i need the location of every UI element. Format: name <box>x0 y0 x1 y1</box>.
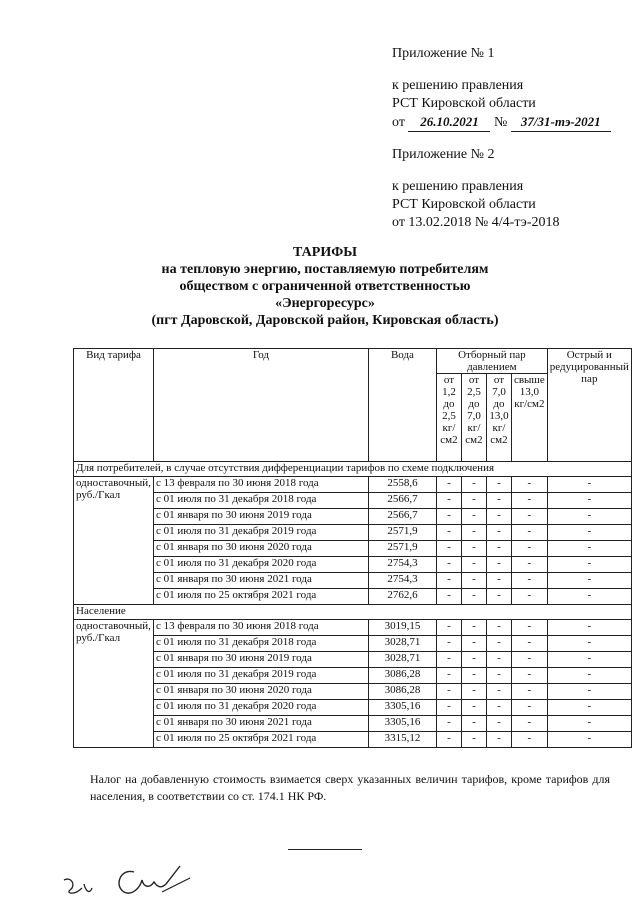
empty-tariff-cell: - <box>547 620 631 636</box>
empty-tariff-cell: - <box>461 668 486 684</box>
empty-tariff-cell: - <box>486 525 511 541</box>
appendix1-number: 37/31-тэ-2021 <box>511 113 611 132</box>
empty-tariff-cell: - <box>461 541 486 557</box>
empty-tariff-cell: - <box>511 620 547 636</box>
water-tariff-cell: 3028,71 <box>368 636 436 652</box>
section-row-population <box>74 605 632 620</box>
empty-tariff-cell: - <box>436 652 461 668</box>
empty-tariff-cell: - <box>486 700 511 716</box>
empty-tariff-cell: - <box>511 668 547 684</box>
period-cell: с 13 февраля по 30 июня 2018 года <box>153 477 368 493</box>
empty-tariff-cell: - <box>547 573 631 589</box>
empty-tariff-cell: - <box>547 525 631 541</box>
table-row <box>74 477 632 493</box>
empty-tariff-cell: - <box>486 541 511 557</box>
period-cell: с 01 июля по 31 декабря 2019 года <box>153 668 368 684</box>
appendix1-line1: к решению правления <box>392 78 524 93</box>
table-row <box>74 732 632 748</box>
empty-tariff-cell: - <box>461 732 486 748</box>
period-cell: с 01 июля по 31 декабря 2020 года <box>153 700 368 716</box>
empty-tariff-cell: - <box>511 732 547 748</box>
period-cell: с 01 января по 30 июня 2021 года <box>153 573 368 589</box>
tariff-type-label: одноставочный, руб./Гкал <box>74 477 154 605</box>
table-row <box>74 557 632 573</box>
water-tariff-cell: 2566,7 <box>368 509 436 525</box>
appendix2-line1: к решению правления <box>392 179 524 194</box>
table-row <box>74 684 632 700</box>
empty-tariff-cell: - <box>486 732 511 748</box>
empty-tariff-cell: - <box>511 525 547 541</box>
empty-tariff-cell: - <box>511 700 547 716</box>
water-tariff-cell: 3086,28 <box>368 668 436 684</box>
empty-tariff-cell: - <box>547 541 631 557</box>
water-tariff-cell: 3019,15 <box>368 620 436 636</box>
empty-tariff-cell: - <box>547 509 631 525</box>
section-row-consumers <box>74 462 632 477</box>
section-population: Население <box>74 605 632 620</box>
empty-tariff-cell: - <box>461 477 486 493</box>
table-row <box>74 509 632 525</box>
period-cell: с 01 июля по 31 декабря 2020 года <box>153 557 368 573</box>
water-tariff-cell: 3086,28 <box>368 684 436 700</box>
empty-tariff-cell: - <box>547 652 631 668</box>
table-row <box>74 716 632 732</box>
empty-tariff-cell: - <box>547 700 631 716</box>
empty-tariff-cell: - <box>486 477 511 493</box>
table-row <box>74 493 632 509</box>
title-main: ТАРИФЫ <box>293 245 357 260</box>
title-block <box>60 244 590 329</box>
period-cell: с 01 июля по 25 октября 2021 года <box>153 732 368 748</box>
period-cell: с 01 января по 30 июня 2021 года <box>153 716 368 732</box>
period-cell: с 13 февраля по 30 июня 2018 года <box>153 620 368 636</box>
header-steam-4: свыше 13,0 кг/см2 <box>511 374 547 462</box>
empty-tariff-cell: - <box>486 716 511 732</box>
period-cell: с 01 января по 30 июня 2019 года <box>153 652 368 668</box>
table-row <box>74 652 632 668</box>
period-cell: с 01 января по 30 июня 2020 года <box>153 541 368 557</box>
table-row <box>74 668 632 684</box>
appendix2-block <box>392 146 559 232</box>
empty-tariff-cell: - <box>436 541 461 557</box>
period-cell: с 01 июля по 31 декабря 2018 года <box>153 493 368 509</box>
period-cell: с 01 июля по 31 декабря 2018 года <box>153 636 368 652</box>
empty-tariff-cell: - <box>486 509 511 525</box>
header-row <box>74 349 632 374</box>
empty-tariff-cell: - <box>461 620 486 636</box>
table-row <box>74 573 632 589</box>
empty-tariff-cell: - <box>461 636 486 652</box>
header-year: Год <box>153 349 368 462</box>
header-reduced-steam: Острый и редуцированный пар <box>547 349 631 462</box>
tariff-type-label: одноставочный, руб./Гкал <box>74 620 154 748</box>
signature-rule <box>288 849 362 850</box>
empty-tariff-cell: - <box>511 636 547 652</box>
signature-image <box>62 858 202 900</box>
water-tariff-cell: 2571,9 <box>368 525 436 541</box>
appendix1-date-line <box>392 113 611 131</box>
empty-tariff-cell: - <box>461 525 486 541</box>
water-tariff-cell: 3028,71 <box>368 652 436 668</box>
appendix1-block <box>392 45 611 131</box>
empty-tariff-cell: - <box>511 684 547 700</box>
water-tariff-cell: 3305,16 <box>368 716 436 732</box>
empty-tariff-cell: - <box>436 620 461 636</box>
empty-tariff-cell: - <box>486 668 511 684</box>
header-steam-2: от 2,5 до 7,0 кг/см2 <box>461 374 486 462</box>
appendix1-from: от <box>392 115 405 130</box>
empty-tariff-cell: - <box>486 636 511 652</box>
period-cell: с 01 июля по 31 декабря 2019 года <box>153 525 368 541</box>
empty-tariff-cell: - <box>461 573 486 589</box>
empty-tariff-cell: - <box>486 620 511 636</box>
table-row <box>74 620 632 636</box>
title-line2: на тепловую энергию, поставляемую потребителям <box>161 262 489 277</box>
table-row <box>74 589 632 605</box>
empty-tariff-cell: - <box>486 573 511 589</box>
empty-tariff-cell: - <box>547 732 631 748</box>
header-steam-1: от 1,2 до 2,5 кг/см2 <box>436 374 461 462</box>
empty-tariff-cell: - <box>461 493 486 509</box>
empty-tariff-cell: - <box>461 652 486 668</box>
empty-tariff-cell: - <box>547 589 631 605</box>
period-cell: с 01 января по 30 июня 2020 года <box>153 684 368 700</box>
water-tariff-cell: 2754,3 <box>368 573 436 589</box>
empty-tariff-cell: - <box>547 716 631 732</box>
empty-tariff-cell: - <box>547 668 631 684</box>
header-tariff-type: Вид тарифа <box>74 349 154 462</box>
empty-tariff-cell: - <box>436 668 461 684</box>
empty-tariff-cell: - <box>436 636 461 652</box>
water-tariff-cell: 2566,7 <box>368 493 436 509</box>
appendix1-num-sign: № <box>493 115 508 130</box>
empty-tariff-cell: - <box>486 557 511 573</box>
empty-tariff-cell: - <box>436 589 461 605</box>
water-tariff-cell: 3305,16 <box>368 700 436 716</box>
empty-tariff-cell: - <box>547 493 631 509</box>
section-consumers: Для потребителей, в случае отсутствия дифференциации тарифов по схеме подключения <box>74 462 632 477</box>
water-tariff-cell: 3315,12 <box>368 732 436 748</box>
empty-tariff-cell: - <box>461 589 486 605</box>
table-row <box>74 525 632 541</box>
empty-tariff-cell: - <box>436 700 461 716</box>
empty-tariff-cell: - <box>511 652 547 668</box>
tax-note: Налог на добавленную стоимость взимается сверх указанных величин тарифов, кроме тарифов для населения, в соответствии со ст. 174.1 НК РФ. <box>90 772 610 803</box>
empty-tariff-cell: - <box>511 557 547 573</box>
empty-tariff-cell: - <box>547 684 631 700</box>
empty-tariff-cell: - <box>547 477 631 493</box>
empty-tariff-cell: - <box>436 684 461 700</box>
empty-tariff-cell: - <box>486 493 511 509</box>
empty-tariff-cell: - <box>461 700 486 716</box>
period-cell: с 01 января по 30 июня 2019 года <box>153 509 368 525</box>
empty-tariff-cell: - <box>511 589 547 605</box>
period-cell: с 01 июля по 25 октября 2021 года <box>153 589 368 605</box>
empty-tariff-cell: - <box>547 636 631 652</box>
appendix2-line3: от 13.02.2018 № 4/4-тэ-2018 <box>392 215 560 230</box>
empty-tariff-cell: - <box>436 493 461 509</box>
empty-tariff-cell: - <box>511 573 547 589</box>
empty-tariff-cell: - <box>436 716 461 732</box>
appendix1-label: Приложение № 1 <box>392 46 495 61</box>
appendix2-label: Приложение № 2 <box>392 147 495 162</box>
table-row <box>74 700 632 716</box>
title-line4: «Энергоресурс» <box>275 296 375 311</box>
title-line3: обществом с ограниченной ответственностью <box>179 279 471 294</box>
empty-tariff-cell: - <box>461 509 486 525</box>
empty-tariff-cell: - <box>436 525 461 541</box>
empty-tariff-cell: - <box>511 716 547 732</box>
empty-tariff-cell: - <box>461 684 486 700</box>
water-tariff-cell: 2754,3 <box>368 557 436 573</box>
empty-tariff-cell: - <box>511 477 547 493</box>
empty-tariff-cell: - <box>511 509 547 525</box>
water-tariff-cell: 2558,6 <box>368 477 436 493</box>
empty-tariff-cell: - <box>547 557 631 573</box>
empty-tariff-cell: - <box>461 716 486 732</box>
empty-tariff-cell: - <box>436 557 461 573</box>
empty-tariff-cell: - <box>511 541 547 557</box>
empty-tariff-cell: - <box>461 557 486 573</box>
empty-tariff-cell: - <box>486 589 511 605</box>
header-steam: Отборный пар давлением <box>436 349 547 374</box>
table-row <box>74 636 632 652</box>
tariff-table <box>73 348 632 748</box>
water-tariff-cell: 2762,6 <box>368 589 436 605</box>
empty-tariff-cell: - <box>436 477 461 493</box>
empty-tariff-cell: - <box>486 684 511 700</box>
appendix1-line2: РСТ Кировской области <box>392 96 536 111</box>
empty-tariff-cell: - <box>436 573 461 589</box>
table-row <box>74 541 632 557</box>
title-line5: (пгт Даровской, Даровской район, Кировская область) <box>151 313 499 328</box>
empty-tariff-cell: - <box>486 652 511 668</box>
empty-tariff-cell: - <box>511 493 547 509</box>
header-water: Вода <box>368 349 436 462</box>
appendix2-line2: РСТ Кировской области <box>392 197 536 212</box>
appendix1-date: 26.10.2021 <box>408 113 490 132</box>
empty-tariff-cell: - <box>436 509 461 525</box>
water-tariff-cell: 2571,9 <box>368 541 436 557</box>
empty-tariff-cell: - <box>436 732 461 748</box>
header-steam-3: от 7,0 до 13,0 кг/см2 <box>486 374 511 462</box>
